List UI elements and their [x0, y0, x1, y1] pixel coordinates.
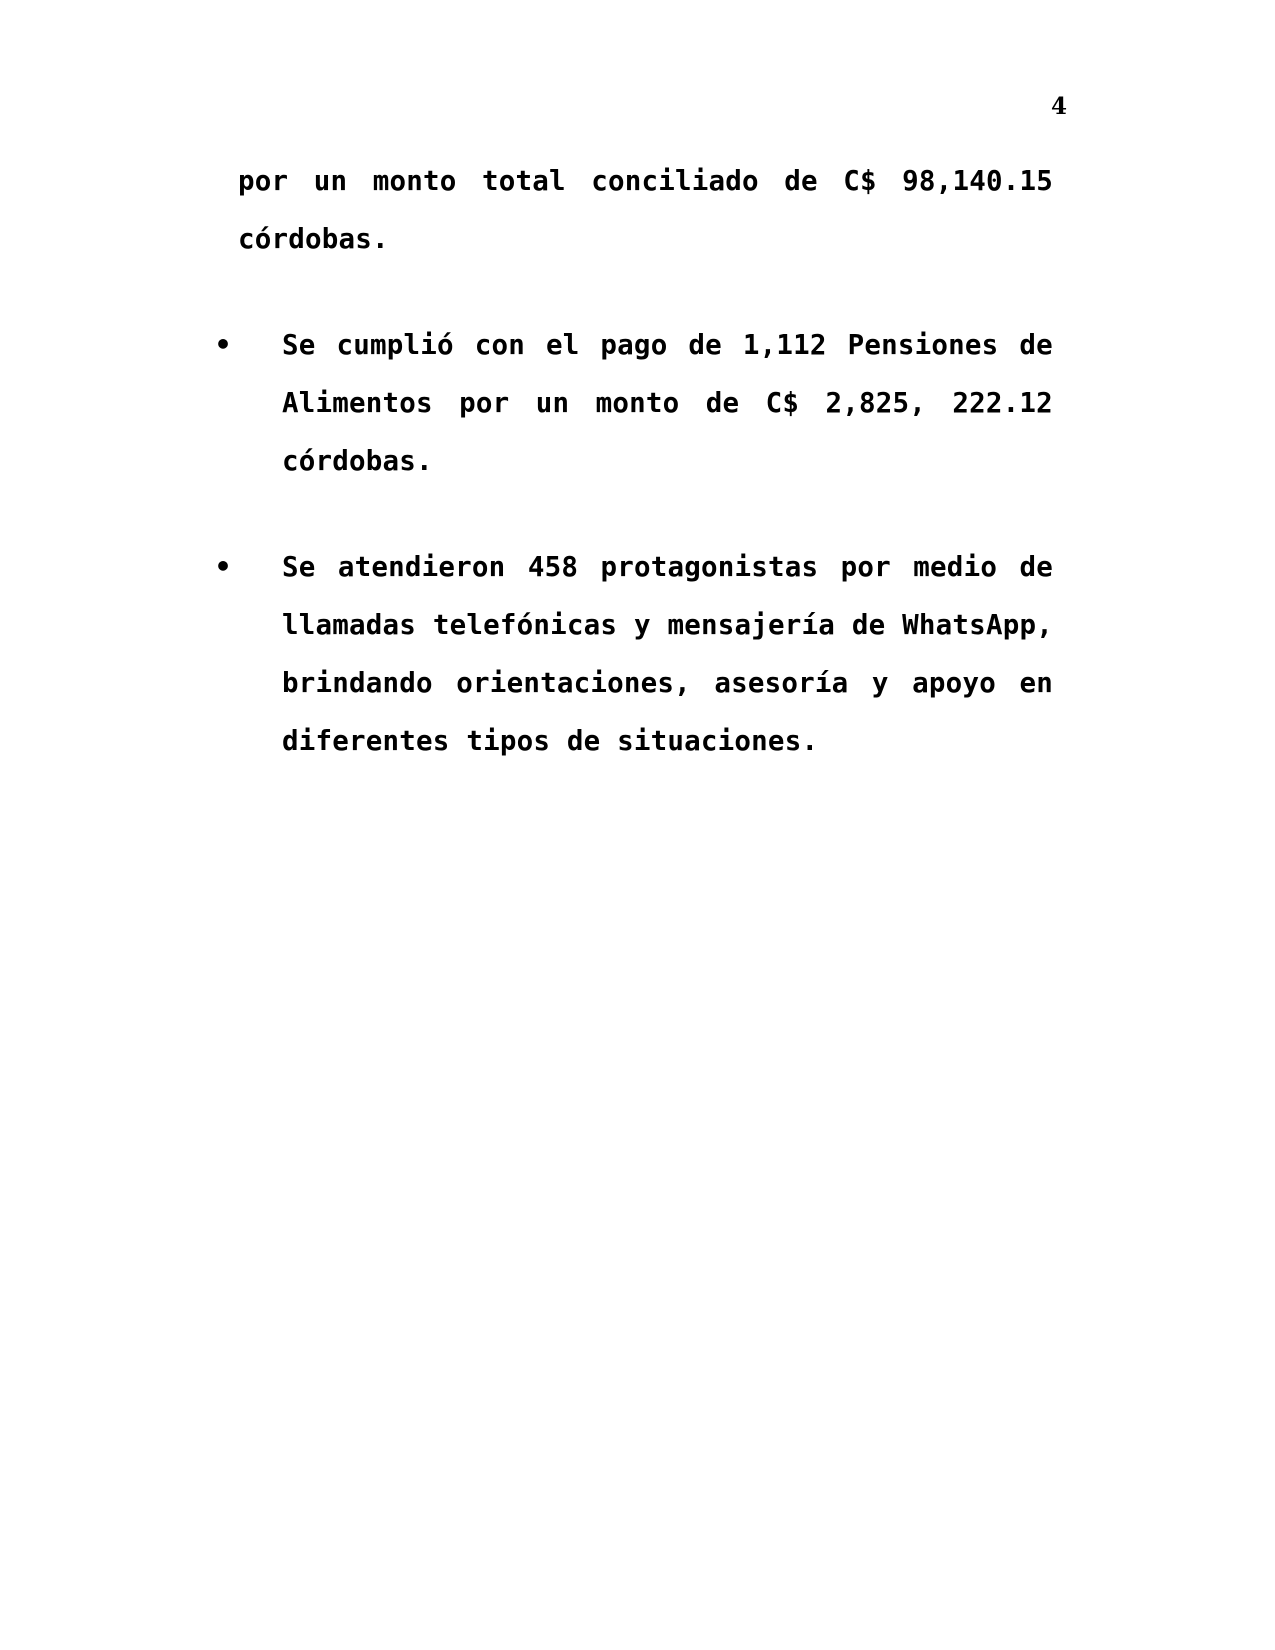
paragraph-line: llamadas telefónicas y mensajería de WhatsApp,	[282, 609, 1053, 641]
paragraph-line: córdobas.	[238, 223, 389, 255]
list-item	[214, 316, 1053, 490]
page-number: 4	[1050, 93, 1067, 120]
paragraph-line: Se atendieron 458 protagonistas por medio de	[282, 551, 1053, 583]
continuation-paragraph	[238, 152, 1053, 268]
bullet-icon: •	[214, 329, 232, 361]
page-content	[214, 152, 1053, 770]
paragraph-line: diferentes tipos de situaciones.	[282, 725, 819, 757]
paragraph-line: Alimentos por un monto de C$ 2,825, 222.12	[282, 387, 1053, 419]
paragraph-line: Se cumplió con el pago de 1,112 Pensiones de	[282, 329, 1053, 361]
list-item	[214, 538, 1053, 770]
paragraph-line: por un monto total conciliado de C$ 98,140.15	[238, 165, 1053, 197]
paragraph-line: córdobas.	[282, 445, 433, 477]
bullet-icon: •	[214, 551, 232, 583]
paragraph-line: brindando orientaciones, asesoría y apoyo en	[282, 667, 1053, 699]
list-item-text	[282, 538, 1053, 770]
list-item-text	[282, 316, 1053, 490]
